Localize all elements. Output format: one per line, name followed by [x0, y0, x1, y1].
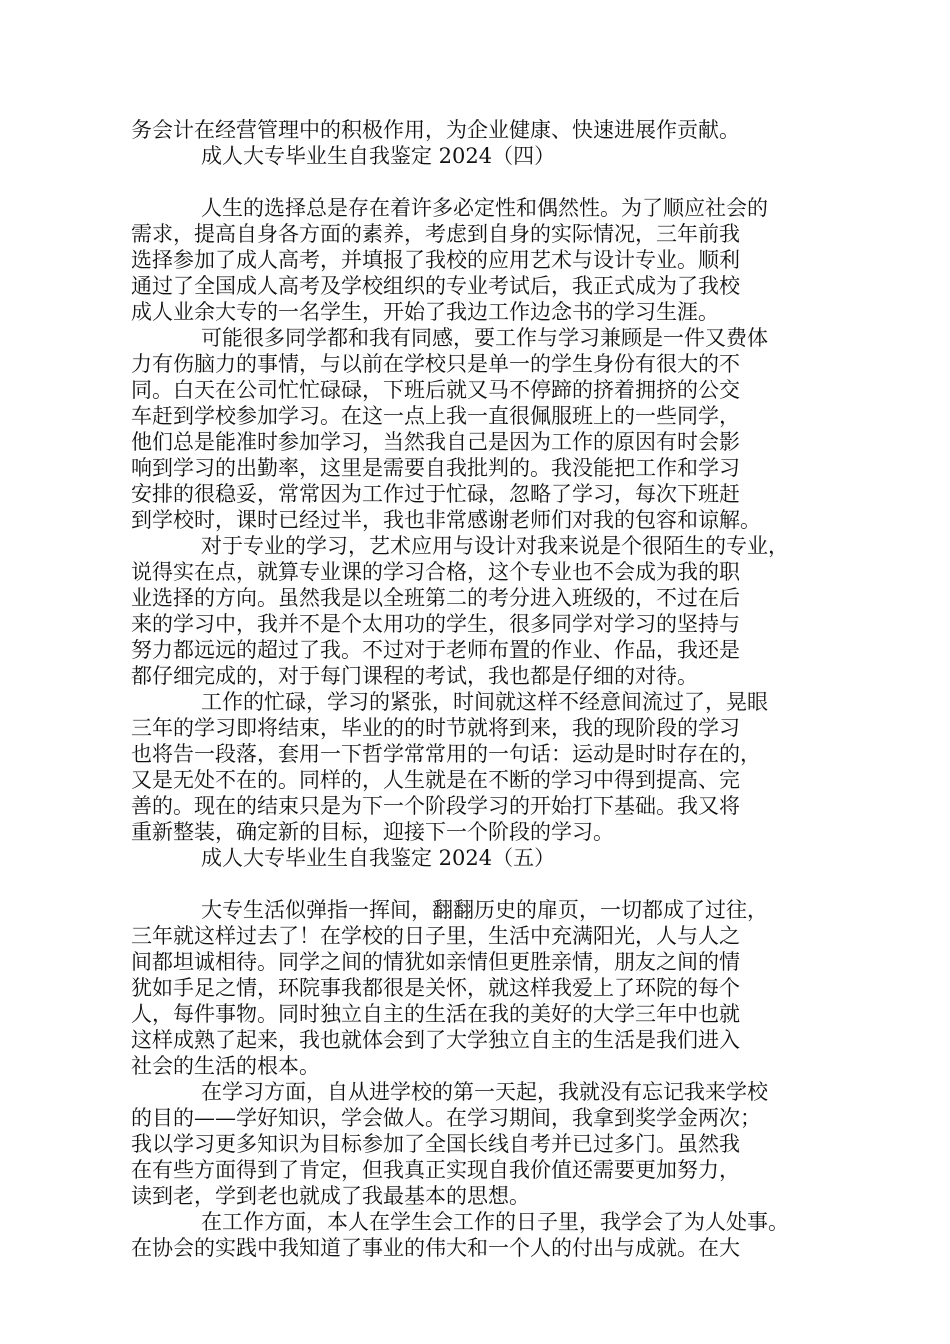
text-line: 工作的忙碌，学习的紧张，时间就这样不经意间流过了，晃眼 — [201, 690, 768, 714]
text-line: 三年就这样过去了！在学校的日子里，生活中充满阳光，人与人之 — [131, 924, 740, 948]
text-line: 业选择的方向。虽然我是以全班第二的考分进入班级的，不过在后 — [131, 586, 740, 610]
document-body — [131, 117, 831, 1261]
blank-line — [131, 871, 831, 897]
text-line: 在协会的实践中我知道了事业的伟大和一个人的付出与成就。在大 — [131, 1236, 740, 1260]
text-line: 同。白天在公司忙忙碌碌，下班后就又马不停蹄的挤着拥挤的公交 — [131, 378, 740, 402]
text-line: 到学校时，课时已经过半，我也非常感谢老师们对我的包容和谅解。 — [131, 508, 761, 532]
text-line: 社会的生活的根本。 — [131, 1054, 320, 1078]
text-line: 间都坦诚相待。同学之间的情犹如亲情但更胜亲情，朋友之间的情 — [131, 950, 740, 974]
text-line: 车赶到学校参加学习。在这一点上我一直很佩服班上的一些同学， — [131, 404, 740, 428]
text-line: 善的。现在的结束只是为下一个阶段学习的开始打下基础。我又将 — [131, 794, 740, 818]
text-line: 在工作方面，本人在学生会工作的日子里，我学会了为人处事。 — [201, 1210, 789, 1234]
text-line: 通过了全国成人高考及学校组织的专业考试后，我正式成为了我校 — [131, 274, 740, 298]
text-line: 力有伤脑力的事情，与以前在学校只是单一的学生身份有很大的不 — [131, 352, 740, 376]
text-line: 人生的选择总是存在着许多必定性和偶然性。为了顺应社会的 — [201, 196, 768, 220]
text-line: 也将告一段落，套用一下哲学常常用的一句话：运动是时时存在的， — [131, 742, 761, 766]
text-line: 的目的——学好知识，学会做人。在学习期间，我拿到奖学金两次； — [131, 1106, 761, 1130]
text-line: 他们总是能准时参加学习，当然我自己是因为工作的原因有时会影 — [131, 430, 740, 454]
text-line: 重新整装，确定新的目标，迎接下一个阶段的学习。 — [131, 820, 614, 844]
text-line: 响到学习的出勤率，这里是需要自我批判的。我没能把工作和学习 — [131, 456, 740, 480]
text-line: 这样成熟了起来，我也就体会到了大学独立自主的生活是我们进入 — [131, 1028, 740, 1052]
text-line: 对于专业的学习，艺术应用与设计对我来说是个很陌生的专业， — [201, 534, 789, 558]
text-line: 大专生活似弹指一挥间，翻翻历史的扉页，一切都成了过往， — [201, 898, 768, 922]
text-line: 可能很多同学都和我有同感，要工作与学习兼顾是一件又费体 — [201, 326, 768, 350]
text-line: 需求，提高自身各方面的素养，考虑到自身的实际情况，三年前我 — [131, 222, 740, 246]
text-line: 成人业余大专的一名学生，开始了我边工作边念书的学习生涯。 — [131, 300, 719, 324]
text-line: 都仔细完成的，对于每门课程的考试，我也都是仔细的对待。 — [131, 664, 698, 688]
text-line: 选择参加了成人高考，并填报了我校的应用艺术与设计专业。顺利 — [131, 248, 740, 272]
blank-line — [131, 169, 831, 195]
text-line: 读到老，学到老也就成了我最基本的思想。 — [131, 1184, 530, 1208]
text-line: 我以学习更多知识为目标参加了全国长线自考并已过多门。虽然我 — [131, 1132, 740, 1156]
text-line: 在学习方面，自从进学校的第一天起，我就没有忘记我来学校 — [201, 1080, 768, 1104]
text-line: 来的学习中，我并不是个太用功的学生，很多同学对学习的坚持与 — [131, 612, 740, 636]
text-line: 务会计在经营管理中的积极作用，为企业健康、快速进展作贡献。 — [131, 118, 740, 142]
text-line: 说得实在点，就算专业课的学习合格，这个专业也不会成为我的职 — [131, 560, 740, 584]
section-heading: 成人大专毕业生自我鉴定 2024（五） — [201, 846, 556, 870]
text-line: 在有些方面得到了肯定，但我真正实现自我价值还需要更加努力， — [131, 1158, 740, 1182]
text-line: 努力都远远的超过了我。不过对于老师布置的作业、作品，我还是 — [131, 638, 740, 662]
text-line: 又是无处不在的。同样的，人生就是在不断的学习中得到提高、完 — [131, 768, 740, 792]
text-line: 安排的很稳妥，常常因为工作过于忙碌，忽略了学习，每次下班赶 — [131, 482, 740, 506]
section-heading: 成人大专毕业生自我鉴定 2024（四） — [201, 144, 556, 168]
text-line: 人，每件事物。同时独立自主的生活在我的美好的大学三年中也就 — [131, 1002, 740, 1026]
text-line: 三年的学习即将结束，毕业的的时节就将到来，我的现阶段的学习 — [131, 716, 740, 740]
text-line: 犹如手足之情，环院事我都很是关怀，就这样我爱上了环院的每个 — [131, 976, 740, 1000]
